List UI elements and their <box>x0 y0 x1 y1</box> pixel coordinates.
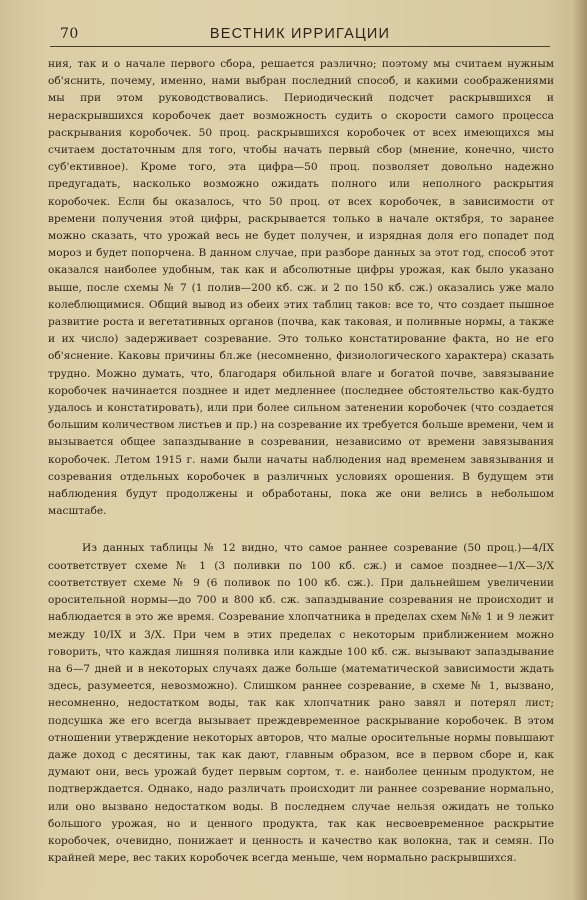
paragraph-continuation: ния, так и о начале первого сбора, решается различно; поэтому мы считаем нужным об'яснить, почему, именно, нами выбран последний способ, и какими соображениями мы при этом руководствовались. Периодический подсчет раскрывшихся и нераскрывшихся коробочек дает возможность судить о скорости самого процесса раскрывания коробочек. 50 проц. раскрывшихся коробочек от всех имеющихся мы считаем достаточным для того, чтобы начать первый сбор (мнение, конечно, чисто суб'ективное). Кроме того, эта цифра—50 проц. позволяет довольно надежно предугадать, насколько возможно ожидать полного или неполного раскрытия коробочек. Если бы оказалось, что 50 проц. от всех коробочек, в зависимости от времени получения этой цифры, раскрывается только в начале октября, то заранее можно сказать, что урожай весь не будет получен, и изрядная доля его попадет под мороз и будет попорчена. В данном случае, при разборе данных за этот год, способ этот оказался наиболее удобным, так как и абсолютные цифры урожая, как было указано выше, после схемы № 7 (1 полив—200 кб. сж. и 2 по 150 кб. сж.) оказались уже мало колеблющимися. Общий вывод из обеих этих таблиц таков: все то, что создает пышное развитие роста и вегетативных органов (почва, как таковая, и поливные нормы, а также и их число) задерживает созревание. Это только констатирование факта, но не его об'яснение. Каковы причины бл.же (несомненно, физиологического характера) сказать трудно. Можно думать, что, благодаря обильной влаге и богатой почве, завязывание коробочек начинается позднее и идет медленнее (последнее обстоятельство как-будто удалось и констатировать), или при более сильном затенении коробочек (что создается большим количеством листьев и пр.) на созревание их требуется больше времени, чем и вызывается общее запаздывание в созревании, независимо от времени завязывания коробочек. Летом 1915 г. нами были начаты наблюдения над временем завязывания и созревания отдельных коробочек в различных условиях орошения. В будущем эти наблюдения будут продолжены и обработаны, пока же они велись в небольшом масштабе. <box>48 58 554 518</box>
body-text <box>48 56 554 867</box>
book-spine-shadow <box>573 0 587 900</box>
journal-title: ВЕСТНИК ИРРИГАЦИИ <box>209 26 391 42</box>
page-number: 70 <box>60 26 79 42</box>
paragraph-table-12: Из данных таблицы № 12 видно, что самое раннее созревание (50 проц.)—4/IX соответствует схеме № 1 (3 поливки по 100 кб. сж.) и самое позднее—1/X—3/X соответствует схеме № 9 (6 поливок по 100 кб. сж.). При дальнейшем увеличении оросительной нормы—до 700 и 800 кб. сж. запаздывание созревания не происходит и наблюдается в это же время. Созревание хлопчатника в пределах схем №№ 1 и 9 лежит между 10/IX и 3/X. При чем в этих пределах с некоторым приближением можно говорить, что каждая лишняя поливка или каждые 100 кб. сж. вызывают запаздывание на 6—7 дней и в некоторых случаях даже больше (математической зависимости ждать здесь, разумеется, невозможно). Слишком раннее созревание, в схеме № 1, вызвано, несомненно, недостатком воды, так как хлопчатник рано завял и потерял лист; подсушка же его всегда вызывает преждевременное раскрывание коробочек. В этом отношении утверждение некоторых авторов, что малые оросительные нормы повышают даже доход с десятины, так как дают, главным образом, все в первом сборе и, как думают они, весь урожай будет первым сортом, т. е. наиболее ценным продуктом, не подтверждается. Однако, надо различать происходит ли раннее созревание нормально, или оно вызвано недостатком воды. В последнем случае нельзя ожидать не только большого урожая, но и ценного продукта, так как несвоевременное раскрытие коробочек, очевидно, понижает и ценность и качество как волокна, так и семян. По крайней мере, вес таких коробочек всегда меньше, чем нормально раскрывшихся. <box>48 542 554 865</box>
paragraph-gap <box>48 520 554 540</box>
running-header <box>50 26 550 47</box>
